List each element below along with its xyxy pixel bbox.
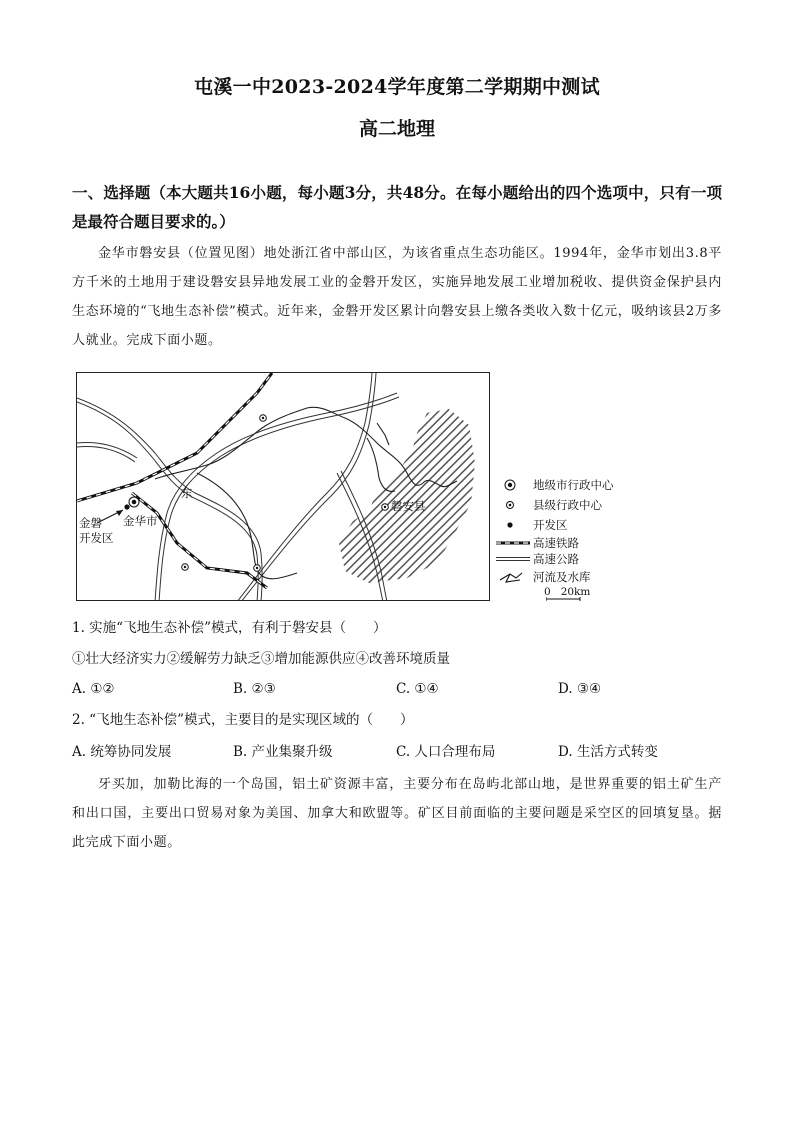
exam-title: 屯溪一中2023-2024学年度第二学期期中测试 [194, 76, 600, 98]
panan-county-area [339, 409, 475, 583]
question-2-stem: 2. “飞地生态补偿”模式，主要目的是实现区域的（ ） [72, 712, 414, 728]
prefecture-center-jinhua [129, 497, 139, 507]
question-1-option-c[interactable]: C. ①④ [396, 681, 439, 697]
legend-river: 河流及水库 [533, 570, 591, 584]
question-1-statements: ①壮大经济实力②缓解劳力缺乏③增加能源供应④改善环境质量 [72, 651, 450, 667]
devzone-icon [496, 516, 530, 534]
question-2-option-b[interactable]: B. 产业集聚升级 [233, 744, 333, 760]
map-label-devzone-1: 金磐 [79, 516, 102, 530]
legend-scale-text: 0 20km [544, 586, 591, 598]
question-2-option-d[interactable]: D. 生活方式转变 [558, 744, 658, 760]
map-legend [496, 476, 636, 602]
highway-icon [496, 550, 530, 568]
question-2-option-c[interactable]: C. 人口合理布局 [396, 744, 496, 760]
river-icon [496, 568, 530, 586]
question-2-option-a[interactable]: A. 统筹协同发展 [72, 744, 172, 760]
question-1-option-b[interactable]: B. ②③ [233, 681, 276, 697]
legend-county: 县级行政中心 [533, 498, 602, 512]
section-heading: 一、选择题（本大题共16小题，每小题3分，共48分。在每小题给出的四个选项中，只有一项是最符合题目要求的。） [72, 183, 722, 231]
legend-prefecture: 地级市行政中心 [533, 478, 614, 492]
devzone-marker [124, 504, 129, 509]
map-label-dong: 东 [181, 486, 193, 500]
legend-devzone: 开发区 [533, 518, 568, 532]
map-label-panan: 磐安县 [391, 499, 426, 513]
legend-highway: 高速公路 [533, 552, 579, 566]
question-1-option-a[interactable]: A. ①② [72, 681, 115, 697]
question-1-stem: 1. 实施“飞地生态补偿”模式，有利于磐安县（ ） [72, 620, 387, 636]
county-center-icon [496, 496, 530, 514]
map-drawing [77, 373, 490, 601]
prefecture-center-icon [496, 476, 530, 494]
legend-railway: 高速铁路 [533, 536, 579, 550]
passage-panan: 金华市磐安县（位置见图）地处浙江省中部山区，为该省重点生态功能区。1994年，金华市划出3.8平方千米的土地用于建设磐安县异地发展工业的金磐开发区，实施异地发展工业增加税收、提供资金保护县内生态环境的“飞地生态补偿”模式。近年来，金磐开发区累计向磐安县上缴各类收入数十亿元，吸纳该县2万多人就业。完成下面小题。 [72, 246, 722, 348]
map-label-devzone-2: 开发区 [79, 531, 114, 545]
passage-jamaica: 牙买加，加勒比海的一个岛国，铝土矿资源丰富，主要分布在岛屿北部山地，是世界重要的铝土矿生产和出口国，主要出口贸易对象为美国、加拿大和欧盟等。矿区目前面临的主要问题是采空区的回填复垦。据此完成下面小题。 [72, 777, 722, 850]
map-figure [76, 372, 490, 601]
scale-bar-icon [546, 597, 582, 601]
exam-subject: 高二地理 [358, 118, 435, 140]
question-1-option-d[interactable]: D. ③④ [558, 681, 602, 697]
map-label-jinhua: 金华市 [123, 514, 158, 528]
